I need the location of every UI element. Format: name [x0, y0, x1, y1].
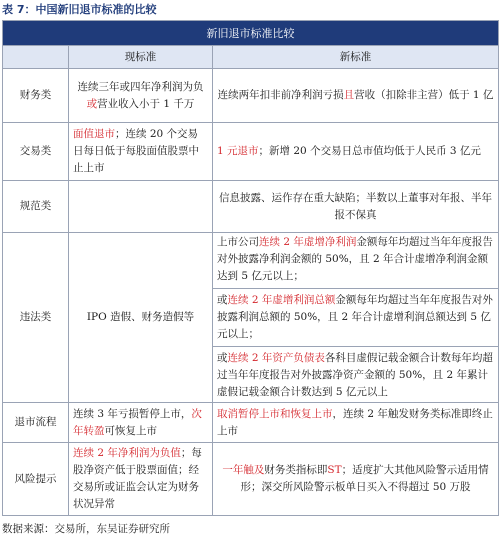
violation-clause-3-lead: 或	[217, 352, 228, 364]
category-process: 退市流程	[3, 403, 69, 443]
violation-clause-3	[213, 346, 498, 404]
new-risk-highlight-1: 一年触及	[222, 464, 265, 476]
violation-clause-1-lead: 上市公司	[217, 236, 259, 248]
data-source-note: 数据来源：交易所，东吴证券研究所	[2, 523, 170, 535]
violation-clause-2-text: 金额每年均超过当年年度报告对外披露利润总额的 50%，且 2 年合计虚增利润总额达到 5 亿元以上；	[217, 294, 493, 340]
old-financial-highlight: 或	[86, 97, 98, 110]
violation-clause-1-highlight: 连续 2 年虚增净利润	[259, 236, 357, 248]
table-caption: 表 7：中国新旧退市标准的比较	[2, 3, 157, 16]
new-process-highlight: 取消暂停上市和恢复上市	[217, 407, 333, 420]
old-process	[69, 403, 213, 443]
violation-clause-2-highlight: 连续 2 年虚增利润总额	[227, 294, 336, 306]
header-new-standard: 新标准	[213, 46, 499, 69]
category-normative: 规范类	[3, 181, 69, 233]
new-financial-text-a: 连续两年扣非前净利润亏损	[217, 89, 344, 101]
new-risk-highlight-2: ST	[327, 464, 342, 476]
new-risk	[213, 443, 499, 516]
violation-clause-3-text: 各科目虚假记载金额合计数每年均超过当年年度报告对外披露净资产金额的 50%，且 2 年累计虚假记载金额合计数达到 5 亿元以上	[217, 352, 493, 398]
new-trading	[213, 123, 499, 181]
new-trading-text: ；新增 20 个交易日总市值均低于人民币 3 亿元	[258, 145, 481, 157]
table-title: 新旧退市标准比较	[3, 21, 499, 46]
table-header-row	[3, 46, 499, 69]
table-row-violation	[3, 233, 499, 403]
old-risk-highlight: 连续 2 年净利润为负值	[73, 447, 181, 459]
table-row-normative	[3, 181, 499, 233]
new-risk-text-1: 财务类指标即	[264, 464, 328, 476]
violation-clause-2-lead: 或	[217, 294, 228, 306]
old-financial-text-a: 连续三年或四年净利润为负	[77, 80, 204, 93]
table-row-risk	[3, 443, 499, 516]
new-financial-highlight: 且	[343, 89, 355, 101]
category-violation: 违法类	[3, 233, 69, 403]
new-financial	[213, 69, 499, 123]
old-trading	[69, 123, 213, 181]
violation-clause-1-text: 金额每年均超过当年年度报告对外披露净利润金额的 50%，且 2 年合计虚增净利润金额达到 5 亿元以上；	[217, 236, 493, 282]
old-violation: IPO 造假、财务造假等	[69, 233, 213, 403]
table-row-trading	[3, 123, 499, 181]
new-risk-text-2: ；适度扩大其他风险警示适用情形；深交所风险警示板单日买入不得超过 50 万股	[240, 464, 489, 493]
new-normative: 信息披露、运作存在重大缺陷；半数以上董事对年报、半年报不保真	[213, 181, 499, 233]
old-risk	[69, 443, 213, 516]
comparison-table	[2, 20, 499, 516]
table-row-financial	[3, 69, 499, 123]
violation-clause-3-highlight: 连续 2 年资产负债表	[227, 352, 325, 364]
violation-clause-1	[213, 231, 498, 288]
new-process-text: ，连续 2 年触发财务类标准即终止上市	[217, 407, 493, 437]
table-title-row	[3, 21, 499, 46]
violation-clause-2	[213, 288, 498, 346]
old-risk-text: ；每股净资产低于股票面值；经交易所或证监会认定为财务状况异常	[73, 447, 202, 510]
old-process-highlight: 次年转盈	[73, 407, 202, 437]
category-financial: 财务类	[3, 69, 69, 123]
old-process-text-a: 连续 3 年亏损暂停上市，	[73, 407, 192, 420]
old-trading-highlight: 面值退市	[73, 128, 115, 140]
old-financial-text-b: 营业收入小于 1 千万	[97, 97, 195, 110]
new-financial-text-b: 营收（扣除非主营）低于 1 亿	[354, 89, 494, 101]
new-trading-highlight: 1 元退市	[217, 145, 259, 157]
new-process	[213, 403, 499, 443]
header-old-standard: 现标准	[69, 46, 213, 69]
category-trading: 交易类	[3, 123, 69, 181]
old-financial	[69, 69, 213, 123]
header-category	[3, 46, 69, 69]
old-process-text-b: 可恢复上市	[104, 424, 157, 437]
table-row-process	[3, 403, 499, 443]
new-violation	[213, 233, 499, 403]
old-normative	[69, 181, 213, 233]
old-trading-text: ；连续 20 个交易日每日低于每股面值股票中止上市	[73, 128, 199, 174]
category-risk: 风险提示	[3, 443, 69, 516]
